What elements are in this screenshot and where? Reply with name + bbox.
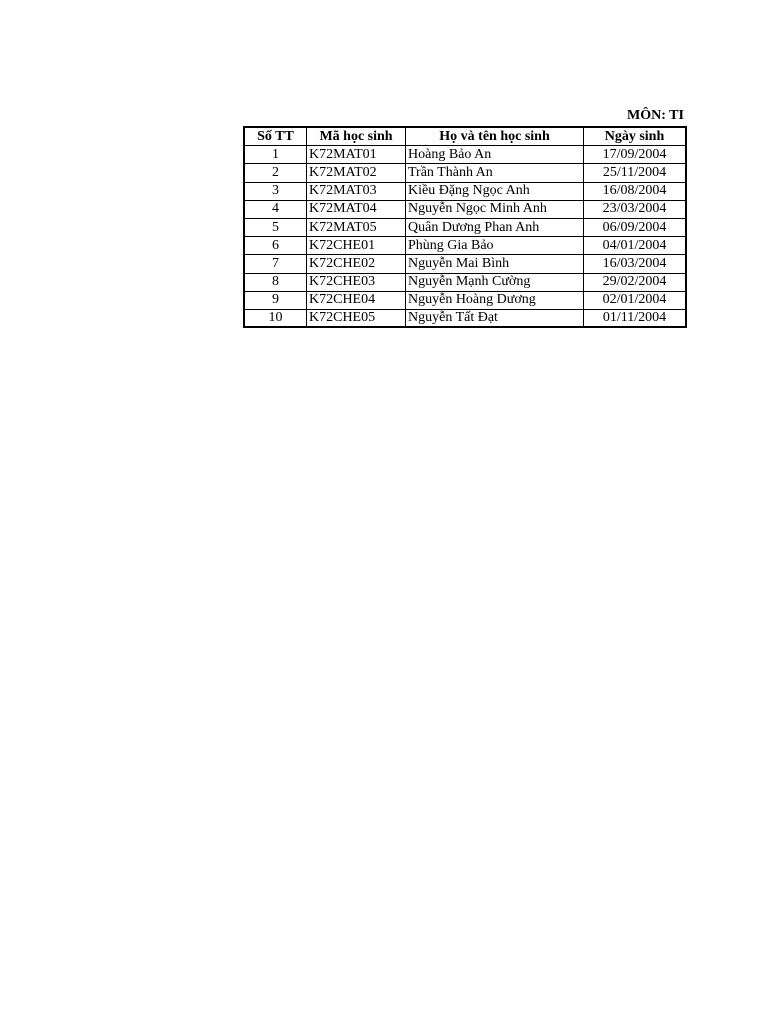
subject-label: MÔN: TI (627, 108, 684, 123)
cell-student-name: Nguyễn Mai Bình (406, 255, 584, 273)
cell-student-code: K72CHE02 (307, 255, 406, 273)
cell-student-code: K72MAT05 (307, 218, 406, 236)
table-row (244, 200, 686, 218)
cell-student-name: Hoàng Bảo An (406, 146, 584, 164)
cell-date-of-birth: 23/03/2004 (584, 200, 687, 218)
cell-stt: 3 (244, 182, 307, 200)
cell-student-code: K72CHE01 (307, 237, 406, 255)
header-date-of-birth: Ngày sinh (584, 127, 687, 146)
table-row (244, 146, 686, 164)
cell-date-of-birth: 04/01/2004 (584, 237, 687, 255)
table-row (244, 291, 686, 309)
subject-heading (600, 107, 768, 125)
cell-student-code: K72CHE04 (307, 291, 406, 309)
cell-stt: 10 (244, 309, 307, 327)
cell-student-code: K72MAT03 (307, 182, 406, 200)
cell-stt: 2 (244, 164, 307, 182)
cell-date-of-birth: 16/08/2004 (584, 182, 687, 200)
table-row (244, 273, 686, 291)
table-body (244, 146, 686, 327)
cell-student-code: K72MAT01 (307, 146, 406, 164)
cell-date-of-birth: 06/09/2004 (584, 218, 687, 236)
student-roster-table (243, 126, 687, 328)
table-row (244, 182, 686, 200)
table-row (244, 237, 686, 255)
header-student-name: Họ và tên học sinh (406, 127, 584, 146)
cell-date-of-birth: 17/09/2004 (584, 146, 687, 164)
cell-stt: 7 (244, 255, 307, 273)
table-row (244, 255, 686, 273)
cell-student-code: K72MAT04 (307, 200, 406, 218)
cell-student-name: Nguyễn Mạnh Cường (406, 273, 584, 291)
cell-stt: 1 (244, 146, 307, 164)
cell-stt: 6 (244, 237, 307, 255)
cell-student-name: Nguyễn Ngọc Minh Anh (406, 200, 584, 218)
cell-stt: 9 (244, 291, 307, 309)
cell-date-of-birth: 16/03/2004 (584, 255, 687, 273)
cell-student-code: K72CHE05 (307, 309, 406, 327)
header-stt: Số TT (244, 127, 307, 146)
cell-date-of-birth: 29/02/2004 (584, 273, 687, 291)
table-row (244, 309, 686, 327)
cell-date-of-birth: 01/11/2004 (584, 309, 687, 327)
cell-date-of-birth: 25/11/2004 (584, 164, 687, 182)
cell-student-name: Trần Thành An (406, 164, 584, 182)
cell-stt: 5 (244, 218, 307, 236)
table-row (244, 218, 686, 236)
cell-date-of-birth: 02/01/2004 (584, 291, 687, 309)
table-row (244, 164, 686, 182)
cell-student-name: Quân Dương Phan Anh (406, 218, 584, 236)
cell-student-name: Kiều Đặng Ngọc Anh (406, 182, 584, 200)
cell-student-code: K72MAT02 (307, 164, 406, 182)
cell-student-name: Nguyễn Hoàng Dương (406, 291, 584, 309)
cell-student-name: Nguyễn Tất Đạt (406, 309, 584, 327)
cell-student-code: K72CHE03 (307, 273, 406, 291)
cell-stt: 4 (244, 200, 307, 218)
cell-stt: 8 (244, 273, 307, 291)
cell-student-name: Phùng Gia Bảo (406, 237, 584, 255)
table-header-row (244, 127, 686, 146)
header-student-code: Mã học sinh (307, 127, 406, 146)
